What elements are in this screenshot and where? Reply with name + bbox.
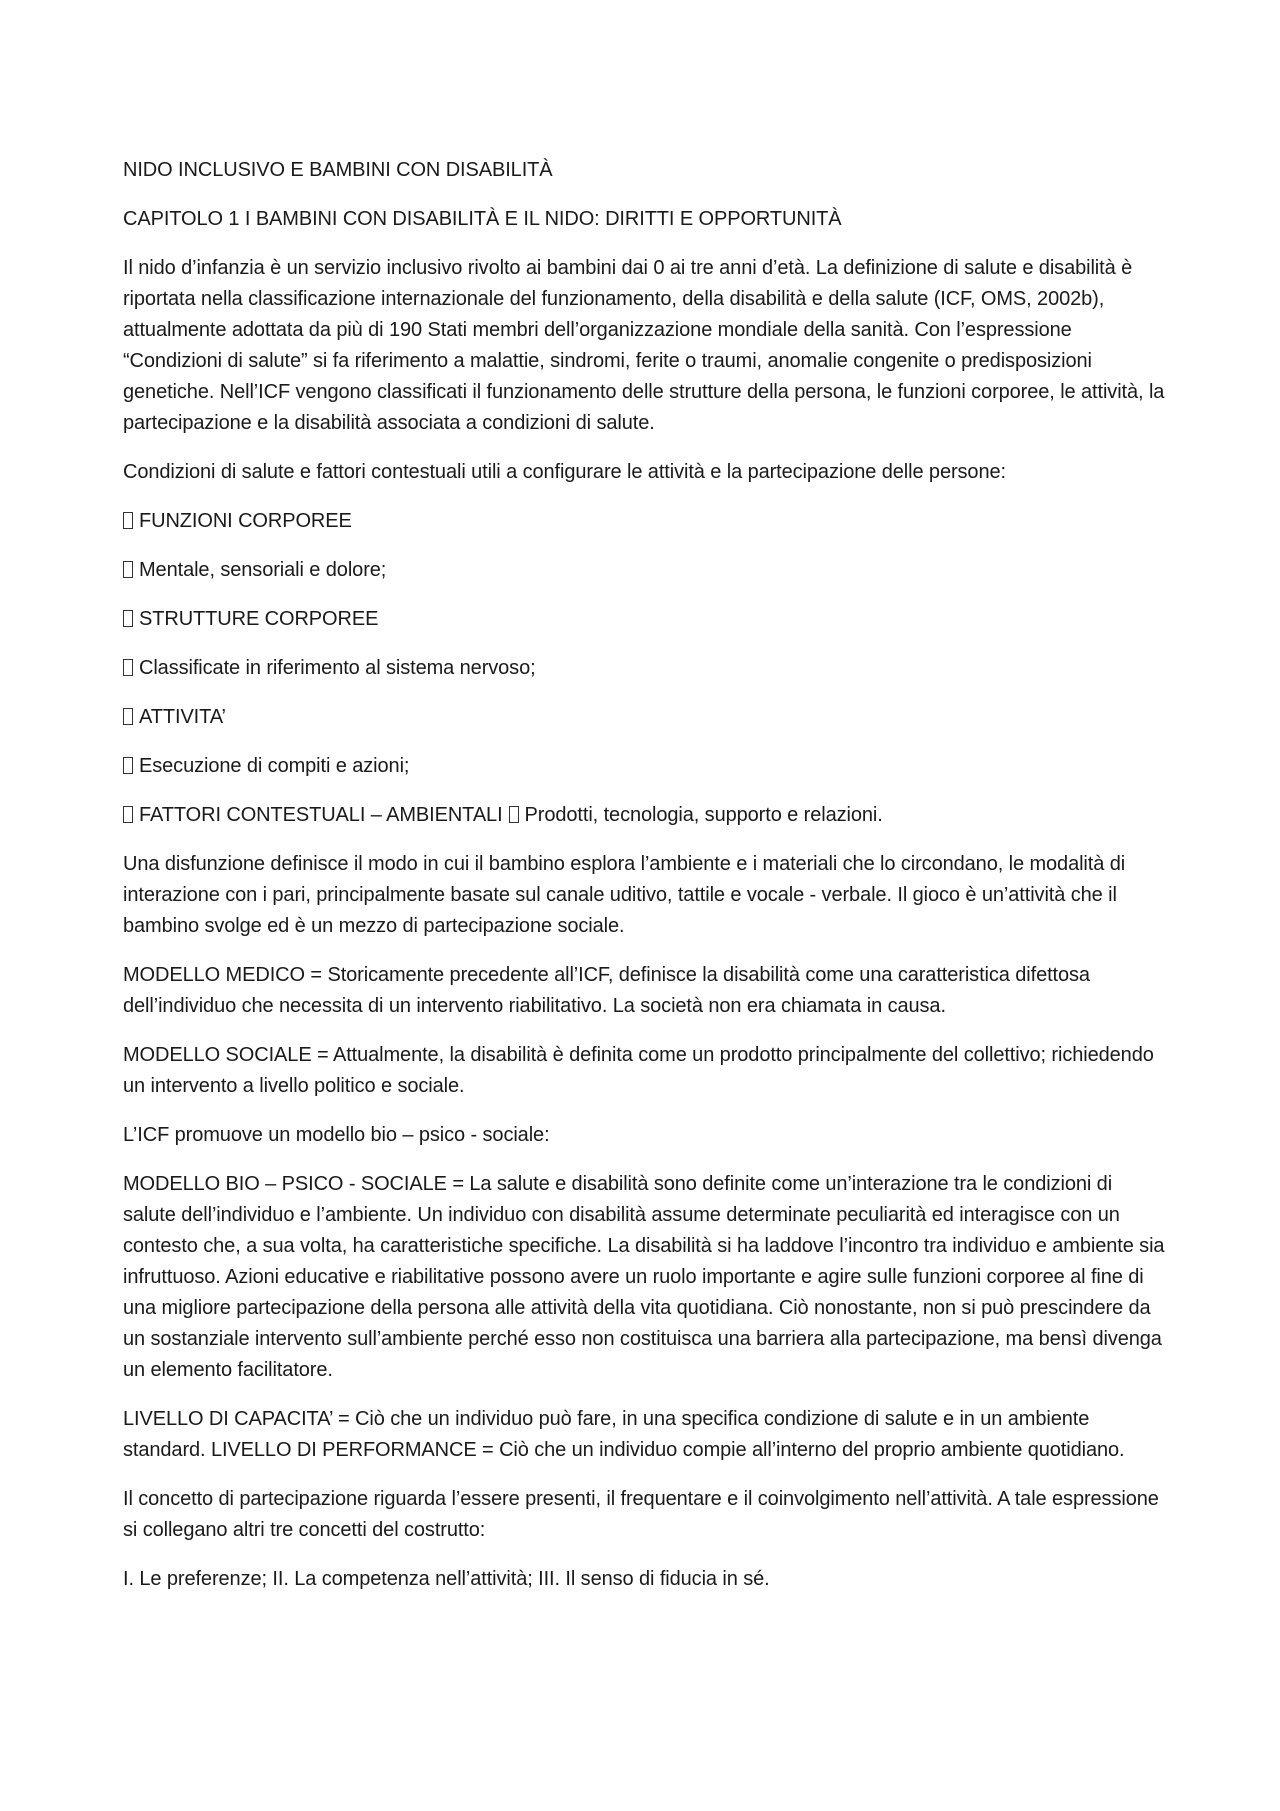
bullet-text: FUNZIONI CORPOREE	[139, 510, 352, 532]
bullet-text: Classificate in riferimento al sistema nervoso;	[139, 657, 536, 679]
bullet-text: Esecuzione di compiti e azioni;	[139, 755, 410, 777]
bullet-item	[123, 506, 1168, 537]
missing-glyph-box-icon	[123, 512, 133, 529]
document-title: NIDO INCLUSIVO E BAMBINI CON DISABILITÀ	[123, 159, 553, 181]
missing-glyph-box-icon	[123, 708, 133, 725]
chapter-heading: CAPITOLO 1 I BAMBINI CON DISABILITÀ E IL NIDO: DIRITTI E OPPORTUNITÀ	[123, 208, 842, 230]
missing-glyph-box-icon	[123, 806, 133, 823]
bullet-item	[123, 702, 1168, 733]
missing-glyph-box-icon	[123, 610, 133, 627]
participation-paragraph: Il concetto di partecipazione riguarda l’essere presenti, il frequentare e il coinvolgimento nell’attività. A tale espressione si collegano altri tre concetti del costrutto:	[123, 1488, 1159, 1541]
icf-promotes-paragraph: L’ICF promuove un modello bio – psico - sociale:	[123, 1124, 550, 1146]
bio-psycho-social-paragraph: MODELLO BIO – PSICO - SOCIALE = La salute e disabilità sono definite come un’interazione tra le condizioni di salute dell’individuo e l’ambiente. Un individuo con disabilità assume determinate peculiarità ed interagisce con un contesto che, a sua volta, ha caratteristiche specifiche. La disabilità si ha laddove l’incontro tra individuo e ambiente sia infruttuoso. Azioni educative e riabilitative possono avere un ruolo importante e agire sulle funzioni corporee al fine di una migliore partecipazione della persona alle attività della vita quotidiana. Ciò nonostante, non si può prescindere da un sostanziale intervento sull’ambiente perché esso non costituisca una barriera alla partecipazione, ma bensì divenga un elemento facilitatore.	[123, 1173, 1165, 1381]
intro-paragraph: Il nido d’infanzia è un servizio inclusivo rivolto ai bambini dai 0 ai tre anni d’età. La definizione di salute e disabilità è riportata nella classificazione internazionale del funzionamento, della disabilità e della salute (ICF, OMS, 2002b), attualmente adottata da più di 190 Stati membri dell’organizzazione mondiale della sanità. Con l’espressione “Condizioni di salute” si fa riferimento a malattie, sindromi, ferite o traumi, anomalie congenite o predisposizioni genetiche. Nell’ICF vengono classificati il funzionamento delle strutture della persona, le funzioni corporee, le attività, la partecipazione e la disabilità associata a condizioni di salute.	[123, 257, 1165, 434]
capacity-performance-paragraph: LIVELLO DI CAPACITA’ = Ciò che un individuo può fare, in una specifica condizione di salute e in un ambiente standard. LIVELLO DI PERFORMANCE = Ciò che un individuo compie all’interno del proprio ambiente quotidiano.	[123, 1408, 1125, 1461]
missing-glyph-box-icon	[123, 561, 133, 578]
concepts-list-paragraph: I. Le preferenze; II. La competenza nell’attività; III. Il senso di fiducia in sé.	[123, 1568, 770, 1590]
bullet-text: FATTORI CONTESTUALI – AMBIENTALI	[139, 804, 503, 826]
dysfunction-paragraph: Una disfunzione definisce il modo in cui il bambino esplora l’ambiente e i materiali che lo circondano, le modalità di interazione con i pari, principalmente basate sul canale uditivo, tattile e vocale - verbale. Il gioco è un’attività che il bambino svolge ed è un mezzo di partecipazione sociale.	[123, 853, 1126, 937]
bullet-item	[123, 751, 1168, 782]
social-model-paragraph: MODELLO SOCIALE = Attualmente, la disabilità è definita come un prodotto principalmente del collettivo; richiedendo un intervento a livello politico e sociale.	[123, 1044, 1154, 1097]
bullet-text: Mentale, sensoriali e dolore;	[139, 559, 387, 581]
bullet-text: ATTIVITA’	[139, 706, 226, 728]
bullet-text: Prodotti, tecnologia, supporto e relazioni.	[524, 804, 883, 826]
document-body	[123, 155, 1168, 1613]
medical-model-paragraph: MODELLO MEDICO = Storicamente precedente all’ICF, definisce la disabilità come una caratteristica difettosa dell’individuo che necessita di un intervento riabilitativo. La società non era chiamata in causa.	[123, 964, 1090, 1017]
bullet-item	[123, 653, 1168, 684]
factors-intro-paragraph: Condizioni di salute e fattori contestuali utili a configurare le attività e la partecipazione delle persone:	[123, 461, 1006, 483]
bullet-text: STRUTTURE CORPOREE	[139, 608, 379, 630]
missing-glyph-box-icon	[123, 659, 133, 676]
bullet-item	[123, 800, 1168, 831]
missing-glyph-box-icon	[509, 806, 519, 823]
bullet-item	[123, 604, 1168, 635]
bullet-item	[123, 555, 1168, 586]
missing-glyph-box-icon	[123, 757, 133, 774]
